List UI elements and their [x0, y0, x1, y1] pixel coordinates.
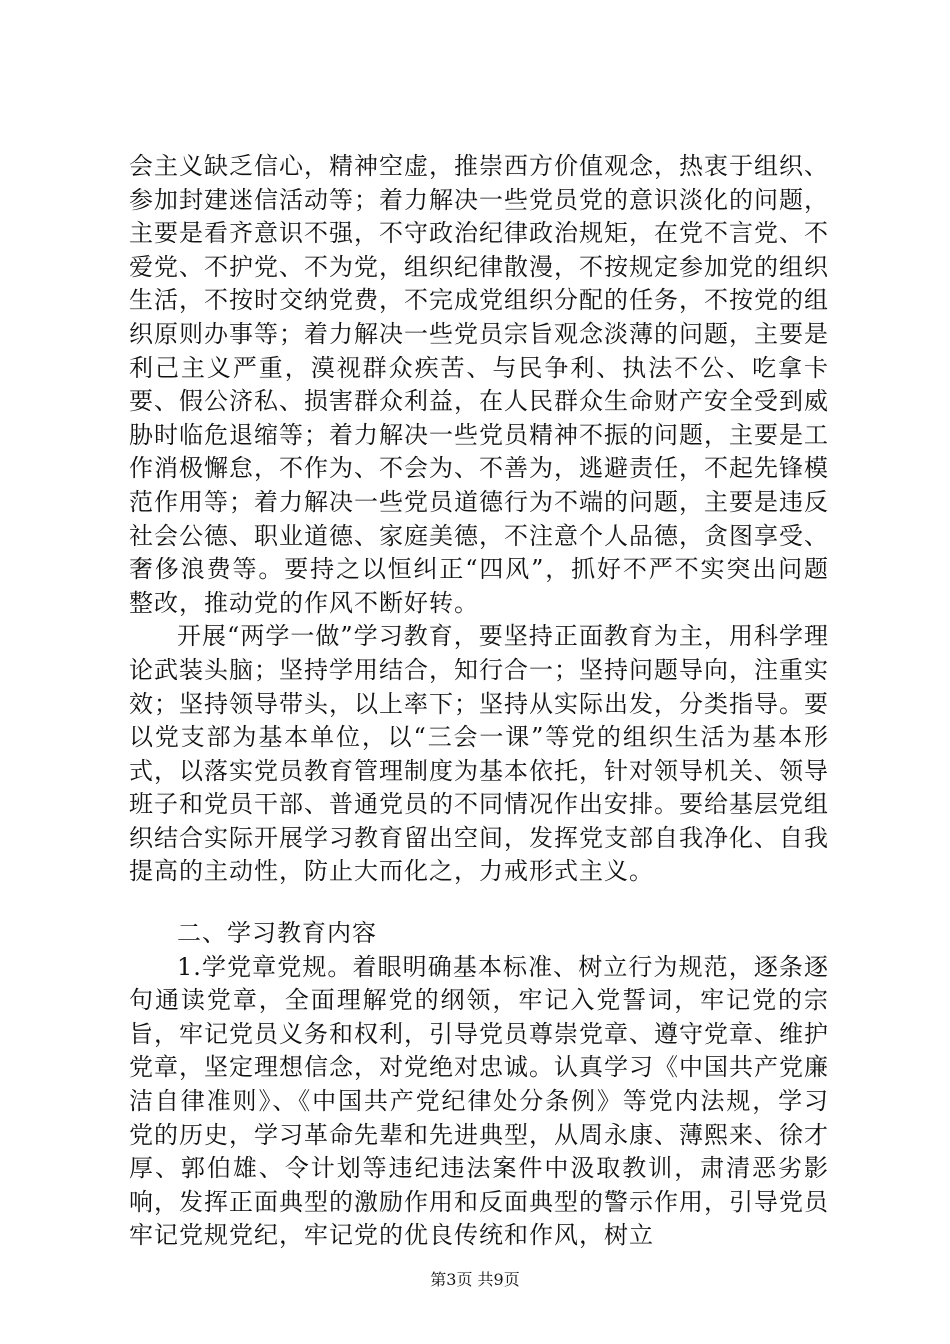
- document-body: [129, 150, 829, 1253]
- paragraph-two-study-one-do: 开展“两学一做”学习教育，要坚持正面教育为主，用科学理论武装头脑；坚持学用结合，知行合一；坚持问题导向，注重实效；坚持领导带头，以上率下；坚持从实际出发，分类指导。要以党支部为基本单位，以“三会一课”等党的组织生活为基本形式，以落实党员教育管理制度为基本依托，针对领导机关、领导班子和党员干部、普通党员的不同情况作出安排。要给基层党组织结合实际开展学习教育留出空间，发挥党支部自我净化、自我提高的主动性，防止大而化之，力戒形式主义。: [129, 622, 829, 886]
- section-heading: 二、学习教育内容: [177, 919, 377, 948]
- page-footer: 第3页 共9页: [430, 1270, 520, 1289]
- paragraph-continuation: 会主义缺乏信心，精神空虚，推崇西方价值观念，热衷于组织、参加封建迷信活动等；着力解决一些党员党的意识淡化的问题，主要是看齐意识不强，不守政治纪律政治规矩，在党不言党、不爱党、不护党、不为党，组织纪律散漫，不按规定参加党的组织生活，不按时交纳党费，不完成党组织分配的任务，不按党的组织原则办事等；着力解决一些党员宗旨观念淡薄的问题，主要是利己主义严重，漠视群众疾苦、与民争利、执法不公、吃拿卡要、假公济私、损害群众利益，在人民群众生命财产安全受到威胁时临危退缩等；着力解决一些党员精神不振的问题，主要是工作消极懈怠，不作为、不会为、不善为，逃避责任，不起先锋模范作用等；着力解决一些党员道德行为不端的问题，主要是违反社会公德、职业道德、家庭美德，不注意个人品德，贪图享受、奢侈浪费等。要持之以恒纠正“四风”，抓好不严不实突出问题整改，推动党的作风不断好转。: [129, 152, 829, 617]
- paragraph-study-party-rules: 1.学党章党规。着眼明确基本标准、树立行为规范，逐条逐句通读党章，全面理解党的纲领，牢记入党誓词，牢记党的宗旨，牢记党员义务和权利，引导党员尊崇党章、遵守党章、维护党章，坚定理想信念，对党绝对忠诚。认真学习《中国共产党廉洁自律准则》、《中国共产党纪律处分条例》等党内法规，学习党的历史，学习革命先辈和先进典型，从周永康、薄熙来、徐才厚、郭伯雄、令计划等违纪违法案件中汲取教训，肃清恶劣影响，发挥正面典型的激励作用和反面典型的警示作用，引导党员牢记党规党纪，牢记党的优良传统和作风，树立: [129, 952, 829, 1250]
